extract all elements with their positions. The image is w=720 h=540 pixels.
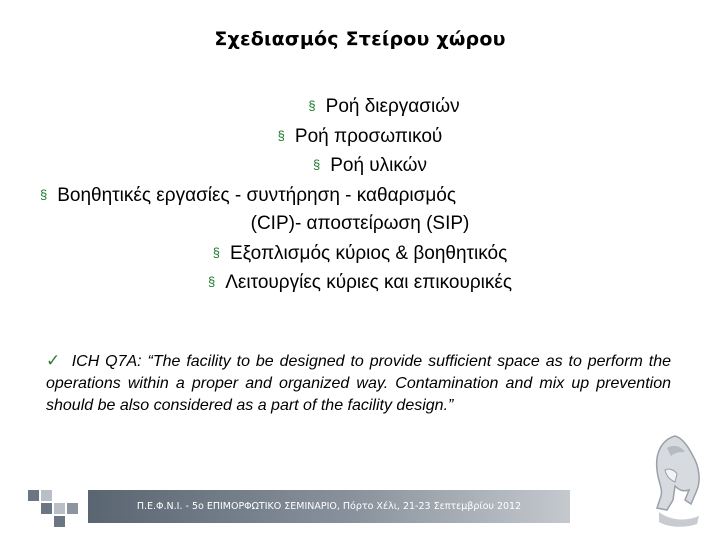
bullet-marker: §	[277, 127, 285, 143]
bullet-item	[40, 268, 680, 298]
slide-title: Σχεδιασμός Στείρου χώρου	[214, 28, 506, 50]
bullet-item	[60, 151, 680, 181]
square-decor	[54, 516, 65, 527]
ich-note	[46, 350, 671, 417]
bullet-marker: §	[308, 98, 316, 113]
square-decor	[41, 490, 52, 501]
bullet-text: Βοηθητικές εργασίες - συντήρηση - καθαρισμός	[57, 184, 457, 206]
warrior-helmet-icon	[645, 430, 707, 530]
bullet-text-continuation: (CIP)- αποστείρωση (SIP)	[250, 213, 470, 234]
bullet-text: Ροή διεργασιών	[325, 96, 460, 117]
bullet-item	[40, 239, 680, 269]
square-decor	[28, 490, 39, 501]
bullet-text: Ροή προσωπικού	[294, 125, 443, 147]
square-decor	[54, 503, 65, 514]
bullet-item	[40, 122, 680, 152]
bullet-marker: §	[212, 244, 220, 260]
footer-text: Π.Ε.Φ.Ν.Ι. - 5ο ΕΠΙΜΟΡΦΩΤΙΚΟ ΣΕΜΙΝΑΡΙΟ, Πόρτο Χέλι, 21-23 Σεπτεμβρίου 2012	[136, 501, 522, 512]
square-decor	[67, 503, 78, 514]
bullet-text: Λειτουργίες κύριες και επικουρικές	[225, 272, 512, 293]
bullet-item	[40, 181, 680, 239]
bullet-text: Εξοπλισμός κύριος & βοηθητικός	[229, 242, 508, 264]
bullet-item	[88, 92, 680, 122]
square-decor	[41, 503, 52, 514]
decorative-squares	[28, 490, 88, 530]
note-text: ICH Q7A: “The facility to be designed to provide sufficient space as to perform the operations within a proper and organized way. Contamination and mix up prevention should be also considered as a part of the facility design.”	[46, 353, 671, 414]
footer-bar	[88, 490, 570, 523]
bullet-list	[40, 92, 680, 298]
bullet-marker: §	[312, 157, 321, 172]
check-icon: ✓	[46, 351, 62, 370]
bullet-marker: §	[207, 274, 216, 289]
bullet-marker: §	[40, 186, 48, 202]
bullet-text: Ροή υλικών	[330, 155, 428, 176]
